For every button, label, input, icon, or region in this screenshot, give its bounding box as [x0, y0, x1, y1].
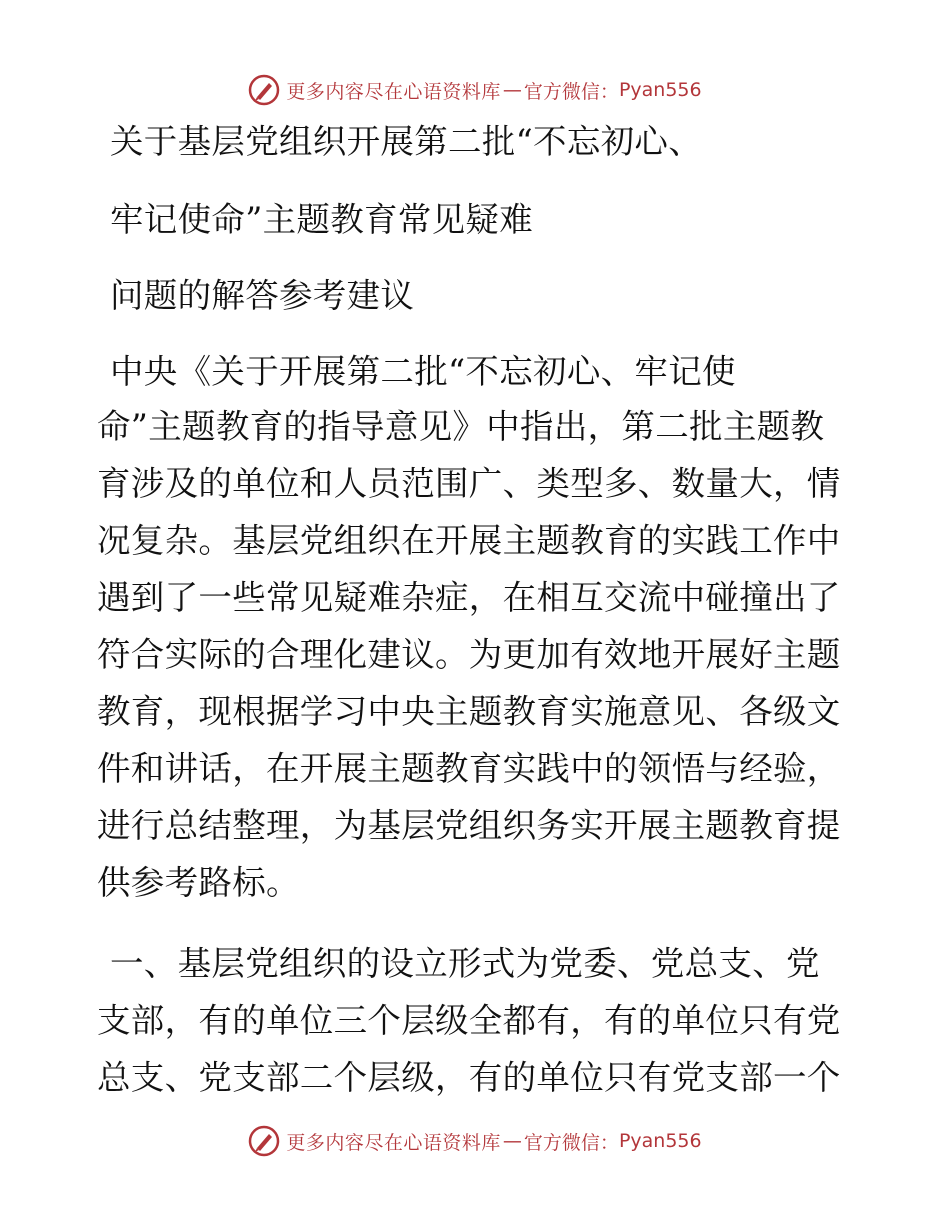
header-watermark — [0, 73, 950, 107]
watermark-separator: — — [502, 1130, 522, 1152]
section-heading-line: 一、基层党组织的设立形式为党委、党总支、党 — [110, 944, 820, 983]
paragraph-line: 供参考路标。 — [97, 863, 300, 902]
title-line: 关于基层党组织开展第二批“不忘初心、 — [110, 122, 703, 161]
paragraph-line: 况复杂。基层党组织在开展主题教育的实践工作中 — [97, 521, 841, 560]
watermark-wechat-id: Pyan556 — [618, 1130, 702, 1152]
watermark-text: 更多内容尽在心语资料库 — [286, 1131, 501, 1154]
paragraph-line: 遇到了一些常见疑难杂症，在相互交流中碰撞出了 — [97, 578, 841, 617]
paragraph-line: 教育，现根据学习中央主题教育实施意见、各级文 — [97, 692, 841, 731]
pen-logo-icon — [248, 74, 280, 106]
watermark-wechat-label: 官方微信： — [523, 1131, 619, 1154]
watermark-separator: — — [502, 79, 522, 101]
paragraph-line: 育涉及的单位和人员范围广、类型多、数量大，情 — [97, 464, 841, 503]
paragraph-line: 符合实际的合理化建议。为更加有效地开展好主题 — [97, 635, 841, 674]
watermark-wechat-id: Pyan556 — [618, 79, 702, 101]
pen-logo-icon — [248, 1125, 280, 1157]
paragraph-line: 进行总结整理，为基层党组织务实开展主题教育提 — [97, 806, 841, 845]
watermark-wechat-label: 官方微信： — [523, 80, 619, 103]
paragraph-line: 件和讲话，在开展主题教育实践中的领悟与经验， — [97, 749, 841, 788]
paragraph-line: 总支、党支部二个层级，有的单位只有党支部一个 — [97, 1058, 841, 1097]
footer-watermark — [0, 1124, 950, 1158]
watermark-text: 更多内容尽在心语资料库 — [286, 80, 501, 103]
paragraph-line: 支部，有的单位三个层级全都有，有的单位只有党 — [97, 1001, 841, 1040]
paragraph-line: 命”主题教育的指导意见》中指出，第二批主题教 — [97, 407, 825, 446]
title-line: 问题的解答参考建议 — [110, 276, 415, 315]
title-line: 牢记使命”主题教育常见疑难 — [110, 200, 534, 239]
paragraph-line: 中央《关于开展第二批“不忘初心、牢记使 — [110, 352, 736, 391]
